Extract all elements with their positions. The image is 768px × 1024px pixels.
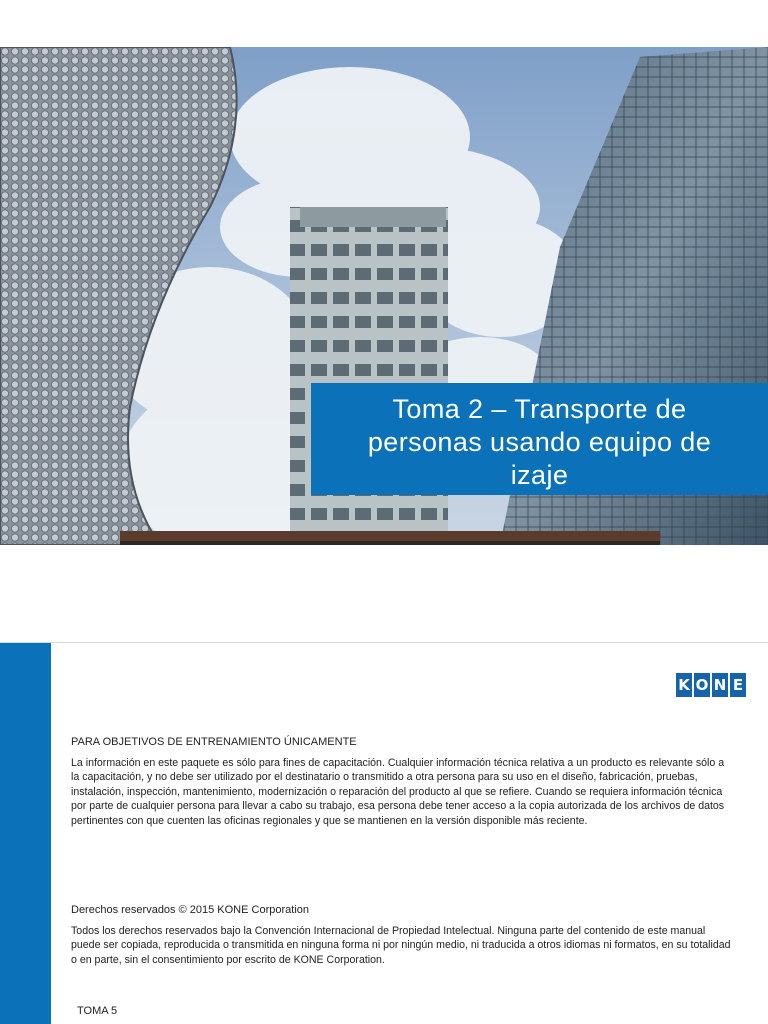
kone-logo-letter: K — [676, 673, 692, 697]
info-panel — [0, 642, 768, 1024]
blue-side-bar — [0, 643, 51, 1024]
cover-title-line: personas usando equipo de — [367, 427, 712, 457]
cover-title-line: Toma 2 – Transporte de — [392, 394, 687, 424]
cover-title-box — [311, 383, 768, 495]
page-footer-label: TOMA 5 — [77, 1005, 118, 1017]
training-notice-body: La información en este paquete es sólo para fines de capacitación. Cualquier información técnica relativa a un producto es relevante sólo a la capacitación, y no debe ser utilizado por el destinatario o transmitido a otra persona para su uso en el diseño, fabricación, pruebas, instalación, inspección, mantenimiento, modernización o reparación del producto al que se refiere. Cuando se requiera información técnica por parte de cualquier persona para llevar a cabo su trabajo, esa persona debe tener acceso a la copia autorizada de los archivos de datos pertinentes con que cuenten las oficinas regionales y que se mantienen en la versión disponible más reciente. — [71, 756, 725, 827]
training-notice-heading: PARA OBJETIVOS DE ENTRENAMIENTO ÚNICAMENTE — [71, 736, 357, 748]
copyright-notice — [71, 903, 731, 967]
kone-logo-letter: N — [712, 673, 728, 697]
training-notice — [71, 735, 731, 829]
copyright-body: Todos los derechos reservados bajo la Convención Internacional de Propiedad Intelectual. Ninguna parte del contenido de este manual puede ser copiada, reproducida o transmitida en ninguna forma ni por ningún medio, ni traducida a otros idiomas ni formatos, en su totalidad o en parte, sin el consentimiento por escrito de KONE Corporation. — [71, 924, 731, 966]
copyright-heading: Derechos reservados © 2015 KONE Corporation — [71, 904, 309, 916]
cover-title-line: izaje — [510, 460, 569, 490]
kone-logo — [676, 673, 746, 697]
kone-logo-letter: O — [694, 673, 710, 697]
kone-logo-letter: E — [730, 673, 746, 697]
